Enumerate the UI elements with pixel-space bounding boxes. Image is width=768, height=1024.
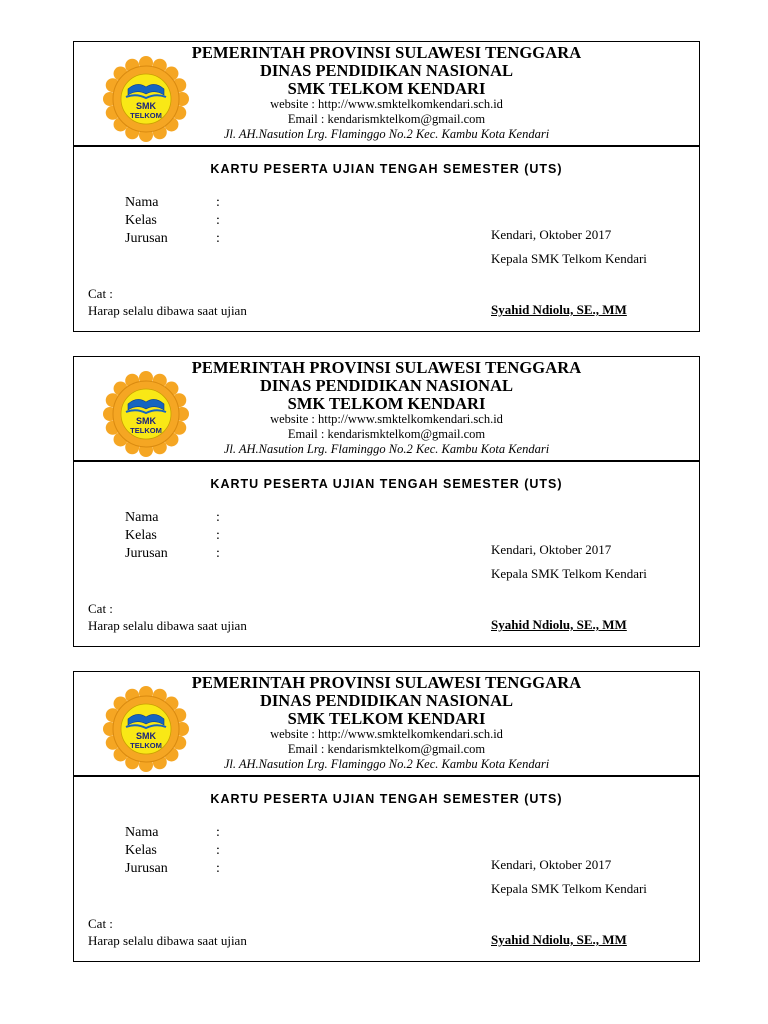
header-divider — [74, 145, 699, 147]
field-label: Kelas — [125, 843, 157, 858]
note-text: Harap selalu dibawa saat ujian — [88, 933, 247, 948]
header-email: Email : kendarismktelkom@gmail.com — [287, 112, 486, 126]
field-separator: : — [216, 546, 220, 561]
field-separator: : — [216, 843, 220, 858]
field-separator: : — [216, 528, 220, 543]
signature-name: Syahid Ndiolu, SE., MM — [491, 617, 627, 632]
field-jurusan — [125, 861, 220, 877]
field-separator: : — [216, 510, 220, 525]
field-separator: : — [216, 195, 220, 210]
header-department: DINAS PENDIDIKAN NASIONAL — [259, 376, 514, 395]
logo-text-telkom: TELKOM — [130, 111, 162, 120]
signature-name: Syahid Ndiolu, SE., MM — [491, 302, 627, 317]
note-label: Cat : — [88, 916, 113, 931]
field-kelas — [125, 843, 220, 859]
field-separator: : — [216, 231, 220, 246]
card-title: KARTU PESERTA UJIAN TENGAH SEMESTER (UTS) — [210, 477, 563, 491]
signature-role: Kepala SMK Telkom Kendari — [491, 251, 647, 266]
exam-card-3 — [73, 671, 700, 962]
signature-city-date: Kendari, Oktober 2017 — [491, 857, 612, 872]
field-label: Nama — [125, 510, 159, 525]
field-separator: : — [216, 861, 220, 876]
header-divider — [74, 775, 699, 777]
field-label: Jurusan — [125, 231, 168, 246]
note-text: Harap selalu dibawa saat ujian — [88, 303, 247, 318]
header-email: Email : kendarismktelkom@gmail.com — [287, 742, 486, 756]
note-label: Cat : — [88, 286, 113, 301]
header-government: PEMERINTAH PROVINSI SULAWESI TENGGARA — [191, 673, 582, 692]
field-label: Nama — [125, 825, 159, 840]
header-government: PEMERINTAH PROVINSI SULAWESI TENGGARA — [191, 358, 582, 377]
field-jurusan — [125, 231, 220, 247]
field-nama — [125, 195, 220, 211]
signature-city-date: Kendari, Oktober 2017 — [491, 542, 612, 557]
header-address: Jl. AH.Nasution Lrg. Flaminggo No.2 Kec. Kambu Kota Kendari — [223, 757, 550, 771]
logo-text-smk: SMK — [136, 416, 156, 426]
header-school-name: SMK TELKOM KENDARI — [287, 394, 486, 413]
field-label: Jurusan — [125, 546, 168, 561]
header-website: website : http://www.smktelkomkendari.sch.id — [270, 412, 503, 426]
header-school-name: SMK TELKOM KENDARI — [287, 709, 486, 728]
header-divider — [74, 460, 699, 462]
field-separator: : — [216, 825, 220, 840]
field-label: Kelas — [125, 528, 157, 543]
logo-text-telkom: TELKOM — [130, 741, 162, 750]
header-government: PEMERINTAH PROVINSI SULAWESI TENGGARA — [191, 43, 582, 62]
exam-card-2 — [73, 356, 700, 647]
header-website: website : http://www.smktelkomkendari.sch.id — [270, 727, 503, 741]
exam-card-1 — [73, 41, 700, 332]
header-address: Jl. AH.Nasution Lrg. Flaminggo No.2 Kec. Kambu Kota Kendari — [223, 127, 550, 141]
field-nama — [125, 825, 220, 841]
card-title: KARTU PESERTA UJIAN TENGAH SEMESTER (UTS) — [210, 792, 563, 806]
logo-text-smk: SMK — [136, 731, 156, 741]
field-kelas — [125, 528, 220, 544]
header-website: website : http://www.smktelkomkendari.sch.id — [270, 97, 503, 111]
header-department: DINAS PENDIDIKAN NASIONAL — [259, 61, 514, 80]
logo-text-telkom: TELKOM — [130, 426, 162, 435]
header-email: Email : kendarismktelkom@gmail.com — [287, 427, 486, 441]
field-label: Nama — [125, 195, 159, 210]
signature-role: Kepala SMK Telkom Kendari — [491, 566, 647, 581]
field-label: Jurusan — [125, 861, 168, 876]
card-title: KARTU PESERTA UJIAN TENGAH SEMESTER (UTS) — [210, 162, 563, 176]
field-jurusan — [125, 546, 220, 562]
field-nama — [125, 510, 220, 526]
header-school-name: SMK TELKOM KENDARI — [287, 79, 486, 98]
field-label: Kelas — [125, 213, 157, 228]
header-address: Jl. AH.Nasution Lrg. Flaminggo No.2 Kec. Kambu Kota Kendari — [223, 442, 550, 456]
field-kelas — [125, 213, 220, 229]
logo-text-smk: SMK — [136, 101, 156, 111]
note-label: Cat : — [88, 601, 113, 616]
signature-city-date: Kendari, Oktober 2017 — [491, 227, 612, 242]
signature-name: Syahid Ndiolu, SE., MM — [491, 932, 627, 947]
header-department: DINAS PENDIDIKAN NASIONAL — [259, 691, 514, 710]
field-separator: : — [216, 213, 220, 228]
note-text: Harap selalu dibawa saat ujian — [88, 618, 247, 633]
signature-role: Kepala SMK Telkom Kendari — [491, 881, 647, 896]
